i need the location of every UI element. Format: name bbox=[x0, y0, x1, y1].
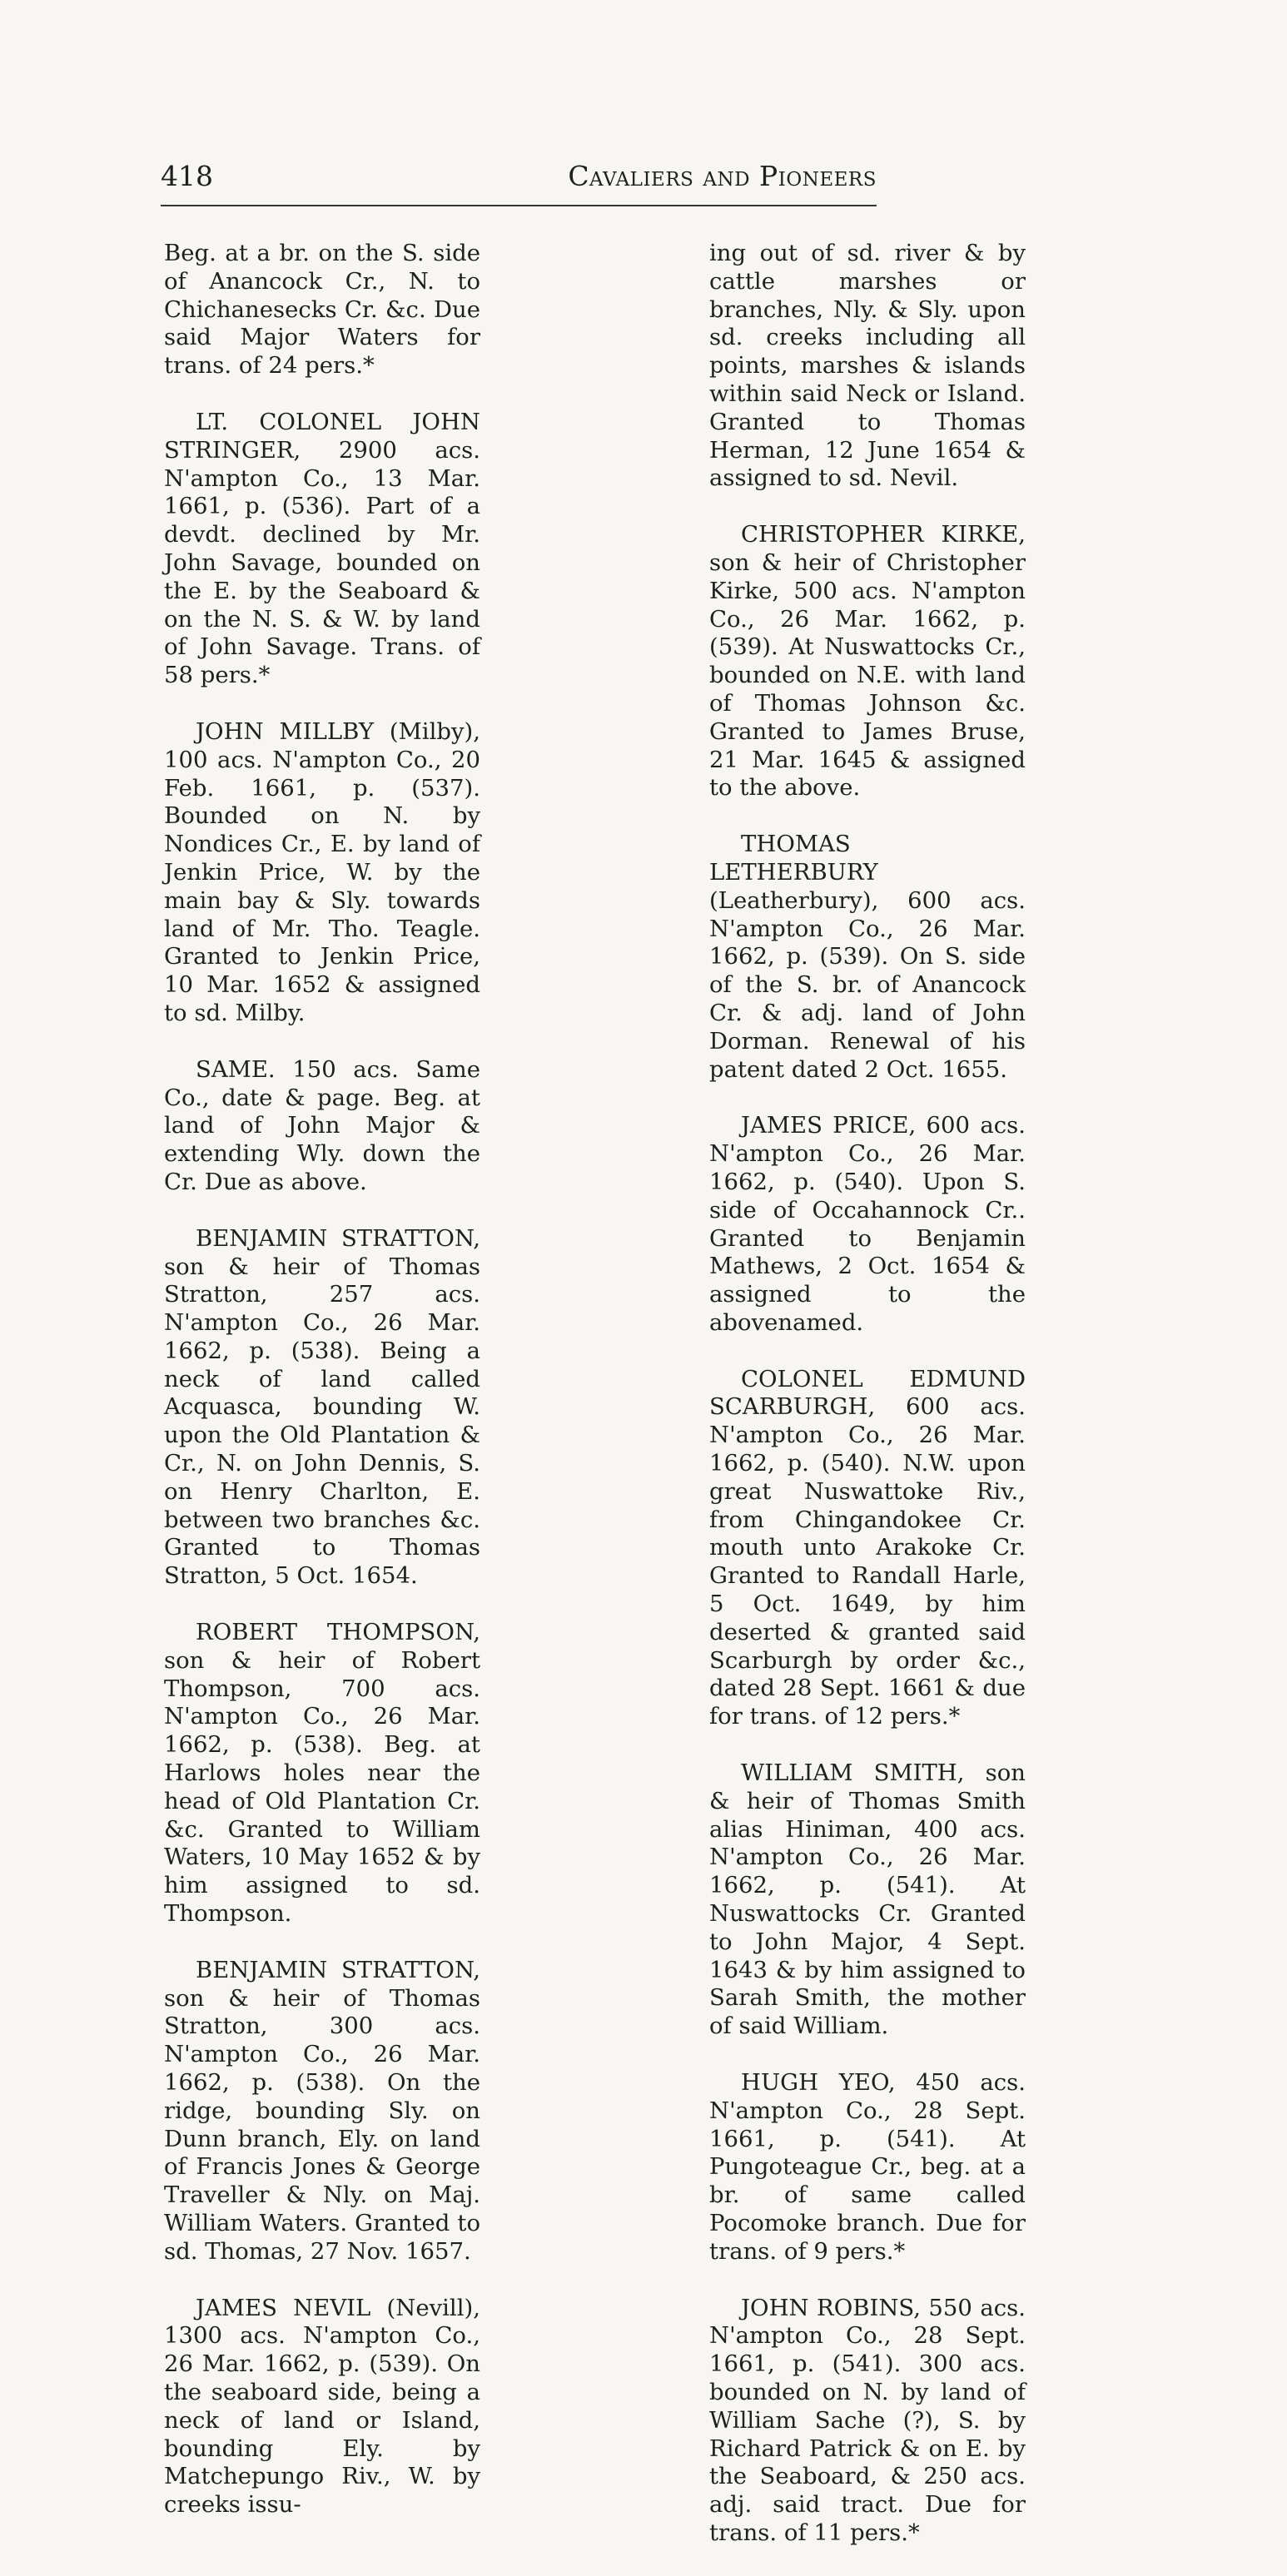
entry: SAME. 150 acs. Same Co., date & page. Beg. at land of John Major & extending Wly. down the Cr. Due as above. bbox=[164, 1055, 480, 1195]
entry: COLONEL EDMUND SCARBURGH, 600 acs. N'ampton Co., 26 Mar. 1662, p. (540). N.W. upon great Nuswattoke Riv., from Chingandokee Cr. mouth unto Arakoke Cr. Granted to Randall Harle, 5 Oct. 1649, by him deserted & granted said Scarburgh by order &c., dated 28 Sept. 1661 & due for trans. of 12 pers.* bbox=[709, 1365, 1026, 1730]
entry: JAMES PRICE, 600 acs. N'ampton Co., 26 Mar. 1662, p. (540). Upon S. side of Occahannock Cr.. Granted to Benjamin Mathews, 2 Oct. 1654 & assigned to the abovenamed. bbox=[709, 1112, 1026, 1336]
page-number: 418 bbox=[161, 160, 213, 192]
entry: ROBERT THOMPSON, son & heir of Robert Thompson, 700 acs. N'ampton Co., 26 Mar. 1662, p. (538). Beg. at Harlows holes near the head of Old Plantation Cr. &c. Granted to William Waters, 10 May 1652 & by him assigned to sd. Thompson. bbox=[164, 1619, 480, 1928]
entry: BENJAMIN STRATTON, son & heir of Thomas Stratton, 300 acs. N'ampton Co., 26 Mar. 1662, p. (538). On the ridge, bounding Sly. on Dunn branch, Ely. on land of Francis Jones & George Traveller & Nly. on Maj. William Waters. Granted to sd. Thomas, 27 Nov. 1657. bbox=[164, 1956, 480, 2265]
entry: CHRISTOPHER KIRKE, son & heir of Christopher Kirke, 500 acs. N'ampton Co., 26 Mar. 1662, p. (539). At Nuswattocks Cr., bounded on N.E. with land of Thomas Johnson &c. Granted to James Bruse, 21 Mar. 1645 & assigned to the above. bbox=[709, 521, 1026, 802]
entry: JAMES NEVIL (Nevill), 1300 acs. N'ampton Co., 26 Mar. 1662, p. (539). On the seaboard side, being a neck of land or Island, bounding Ely. by Matchepungo Riv., W. by creeks issu- bbox=[164, 2294, 480, 2519]
left-column bbox=[164, 240, 480, 2548]
page-header bbox=[161, 155, 877, 198]
header-rule bbox=[161, 205, 877, 206]
entry: JOHN ROBINS, 550 acs. N'ampton Co., 28 Sept. 1661, p. (541). 300 acs. bounded on N. by land of William Sache (?), S. by Richard Patrick & on E. by the Seaboard, & 250 acs. adj. said tract. Due for trans. of 11 pers.* bbox=[709, 2294, 1026, 2546]
entry: WILLIAM SMITH, son & heir of Thomas Smith alias Hiniman, 400 acs. N'ampton Co., 26 Mar. 1662, p. (541). At Nuswattocks Cr. Granted to John Major, 4 Sept. 1643 & by him assigned to Sarah Smith, the mother of said William. bbox=[709, 1760, 1026, 2040]
entry: JOHN MILLBY (Milby), 100 acs. N'ampton Co., 20 Feb. 1661, p. (537). Bounded on N. by Nondices Cr., E. by land of Jenkin Price, W. by the main bay & Sly. towards land of Mr. Tho. Teagle. Granted to Jenkin Price, 10 Mar. 1652 & assigned to sd. Milby. bbox=[164, 717, 480, 1026]
entry: ing out of sd. river & by cattle marshes or branches, Nly. & Sly. upon sd. creeks including all points, marshes & islands within said Neck or Island. Granted to Thomas Herman, 12 June 1654 & assigned to sd. Nevil. bbox=[709, 240, 1026, 492]
entry: BENJAMIN STRATTON, son & heir of Thomas Stratton, 257 acs. N'ampton Co., 26 Mar. 1662, p. (538). Being a neck of land called Acquasca, bounding W. upon the Old Plantation & Cr., N. on John Dennis, S. on Henry Charlton, E. between two branches &c. Granted to Thomas Stratton, 5 Oct. 1654. bbox=[164, 1224, 480, 1590]
entry: THOMAS LETHERBURY (Leatherbury), 600 acs. N'ampton Co., 26 Mar. 1662, p. (539). On S. side of the S. br. of Anancock Cr. & adj. land of John Dorman. Renewal of his patent dated 2 Oct. 1655. bbox=[709, 831, 1026, 1083]
entry: HUGH YEO, 450 acs. N'ampton Co., 28 Sept. 1661, p. (541). At Pungoteague Cr., beg. at a br. of same called Pocomoke branch. Due for trans. of 9 pers.* bbox=[709, 2069, 1026, 2265]
right-column bbox=[709, 240, 1026, 2576]
entry: Beg. at a br. on the S. side of Anancock Cr., N. to Chichanesecks Cr. &c. Due said Major Waters for trans. of 24 pers.* bbox=[164, 240, 480, 380]
running-head: Cavaliers and Pioneers bbox=[568, 160, 877, 192]
entry: LT. COLONEL JOHN STRINGER, 2900 acs. N'ampton Co., 13 Mar. 1661, p. (536). Part of a devdt. declined by Mr. John Savage, bounded on the E. by the Seaboard & on the N. S. & W. by land of John Savage. Trans. of 58 pers.* bbox=[164, 408, 480, 689]
